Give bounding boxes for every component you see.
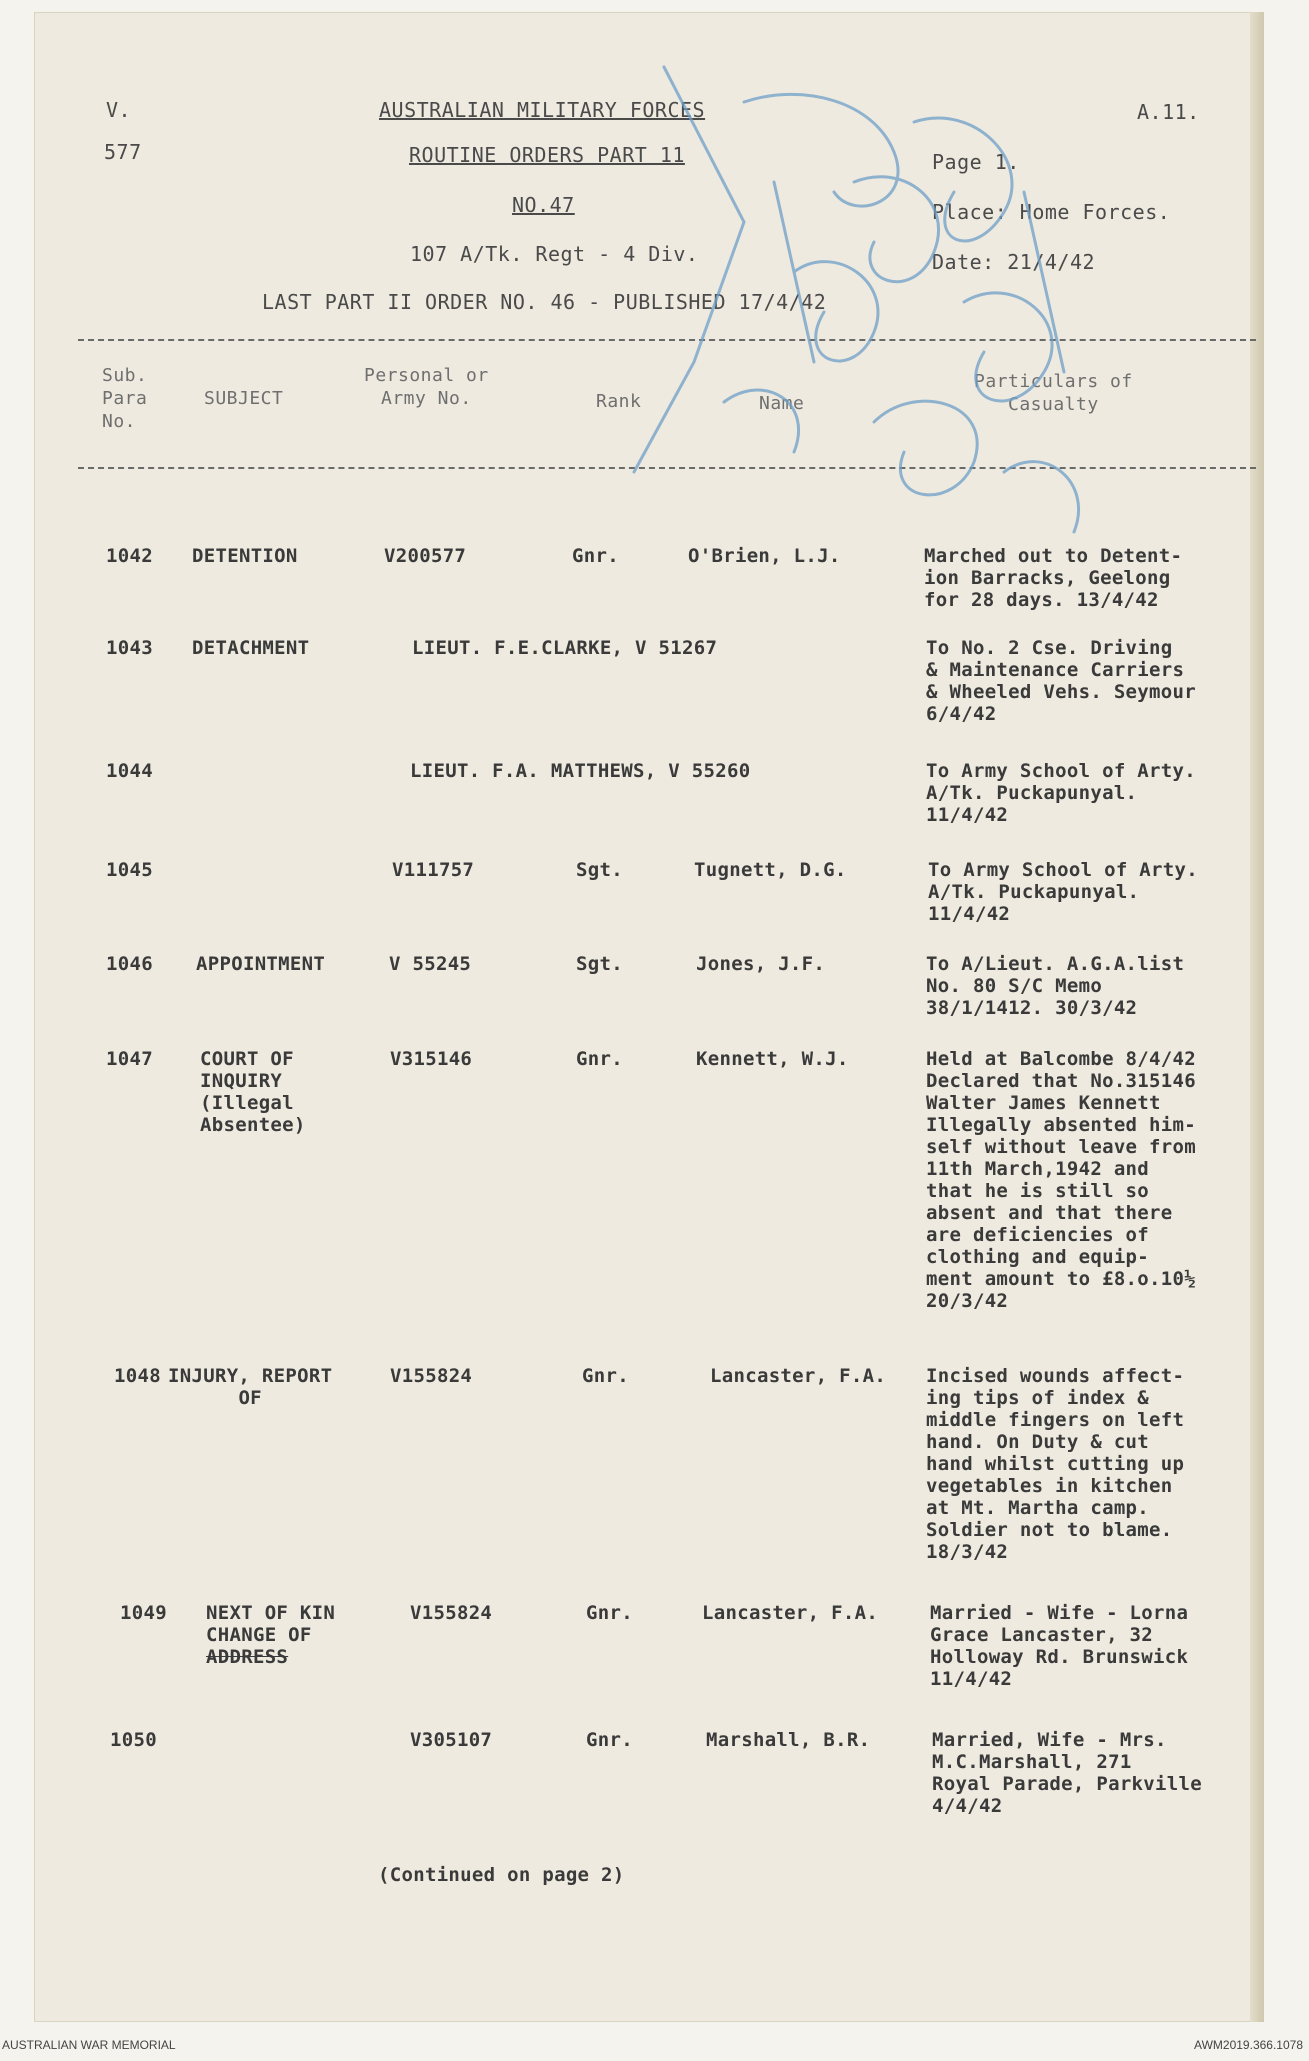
entry-number: 1047 — [106, 1048, 153, 1070]
entry-number: 1050 — [110, 1729, 157, 1751]
entry-number: 1044 — [106, 760, 153, 782]
document-title: AUSTRALIAN MILITARY FORCES — [379, 98, 706, 122]
entry-officer: LIEUT. F.E.CLARKE, V 51267 — [412, 637, 718, 659]
entry-particulars: Incised wounds affect- ing tips of index & middle fingers on left hand. On Duty & cut hand whilst cutting up vegetables in kitchen at Mt. Martha camp. Soldier not to blame. 18/3/42 — [926, 1365, 1185, 1563]
entry-subject: APPOINTMENT — [196, 953, 326, 975]
entry-army-no: V155824 — [410, 1602, 493, 1624]
entry-number: 1042 — [106, 545, 153, 567]
entry-number: 1048 — [114, 1365, 161, 1387]
entry-rank: Sgt. — [576, 859, 623, 881]
entry-officer: LIEUT. F.A. MATTHEWS, V 55260 — [410, 760, 751, 782]
entry-number: 1046 — [106, 953, 153, 975]
form-code: A.11. — [1137, 100, 1200, 124]
document-subtitle: ROUTINE ORDERS PART 11 — [409, 143, 685, 167]
unit: 107 A/Tk. Regt - 4 Div. — [410, 242, 699, 266]
header-rule-bottom — [78, 467, 1256, 469]
entry-particulars: Marched out to Detent- ion Barracks, Geelong for 28 days. 13/4/42 — [924, 545, 1183, 611]
col-sub-para: Sub. Para No. — [102, 365, 148, 432]
entry-rank: Gnr. — [582, 1365, 629, 1387]
continued-note: (Continued on page 2) — [378, 1864, 625, 1886]
entry-particulars: Held at Balcombe 8/4/42 Declared that No.315146 Walter James Kennett Illegally absented him- self without leave from 11th March,1942 and that he is still so absent and that there are deficiencies of clothing and equip- ment amount to £8.o.10½ 20/3/42 — [926, 1048, 1196, 1312]
entry-number: 1049 — [120, 1602, 167, 1624]
header-rule-top — [78, 339, 1256, 341]
document-page — [34, 12, 1264, 2022]
order-number: NO.47 — [512, 193, 575, 217]
v-label: V. — [106, 98, 132, 122]
entry-army-no: V155824 — [390, 1365, 473, 1387]
place: Place: Home Forces. — [932, 200, 1171, 224]
col-rank: Rank — [596, 391, 642, 412]
entry-subject: COURT OF INQUIRY (Illegal Absentee) — [200, 1048, 306, 1136]
entry-number: 1043 — [106, 637, 153, 659]
entry-army-no: V 55245 — [389, 953, 472, 975]
entry-army-no: V111757 — [392, 859, 475, 881]
col-name: Name — [759, 393, 805, 414]
paper-edge — [1250, 12, 1264, 2022]
entry-rank: Gnr. — [576, 1048, 623, 1070]
footer-right: AWM2019.366.1078 — [1194, 2038, 1303, 2052]
entry-army-no: V315146 — [390, 1048, 473, 1070]
entry-rank: Gnr. — [586, 1602, 633, 1624]
entry-particulars: To Army School of Arty. A/Tk. Puckapunyal. 11/4/42 — [926, 760, 1196, 826]
entry-particulars: To A/Lieut. A.G.A.list No. 80 S/C Memo 38/1/1412. 30/3/42 — [926, 953, 1185, 1019]
entry-name: Jones, J.F. — [696, 953, 826, 975]
entry-army-no: V200577 — [384, 545, 467, 567]
entry-particulars: Married - Wife - Lorna Grace Lancaster, 32 Holloway Rd. Brunswick 11/4/42 — [930, 1602, 1189, 1690]
file-number: 577 — [104, 140, 142, 164]
page-number: Page 1. — [932, 150, 1020, 174]
entry-subject: NEXT OF KIN CHANGE OF — [206, 1602, 336, 1646]
entry-name: Marshall, B.R. — [706, 1729, 871, 1751]
entry-subject: DETENTION — [192, 545, 298, 567]
col-army-no: Personal or Army No. — [364, 365, 489, 409]
entry-particulars: To No. 2 Cse. Driving & Maintenance Carriers & Wheeled Vehs. Seymour 6/4/42 — [926, 637, 1196, 725]
entry-rank: Sgt. — [576, 953, 623, 975]
entry-name: O'Brien, L.J. — [688, 545, 841, 567]
footer-left: AUSTRALIAN WAR MEMORIAL — [2, 2038, 176, 2052]
col-subject: SUBJECT — [204, 388, 284, 409]
entry-subject: INJURY, REPORT OF — [168, 1365, 333, 1409]
entry-name: Tugnett, D.G. — [694, 859, 847, 881]
entry-name: Lancaster, F.A. — [710, 1365, 887, 1387]
entry-name: Lancaster, F.A. — [702, 1602, 879, 1624]
entry-number: 1045 — [106, 859, 153, 881]
entry-subject: DETACHMENT — [192, 637, 310, 659]
entry-particulars: Married, Wife - Mrs. M.C.Marshall, 271 Royal Parade, Parkville 4/4/42 — [932, 1729, 1202, 1817]
entry-name: Kennett, W.J. — [696, 1048, 849, 1070]
entry-rank: Gnr. — [572, 545, 619, 567]
date: Date: 21/4/42 — [932, 250, 1096, 274]
entry-rank: Gnr. — [586, 1729, 633, 1751]
col-particulars: Particulars of Casualty — [974, 371, 1133, 415]
entry-subject-struck: ADDRESS — [206, 1646, 289, 1668]
entry-particulars: To Army School of Arty. A/Tk. Puckapunyal. 11/4/42 — [928, 859, 1198, 925]
last-order: LAST PART II ORDER NO. 46 - PUBLISHED 17/4/42 — [262, 290, 827, 314]
entry-army-no: V305107 — [410, 1729, 493, 1751]
